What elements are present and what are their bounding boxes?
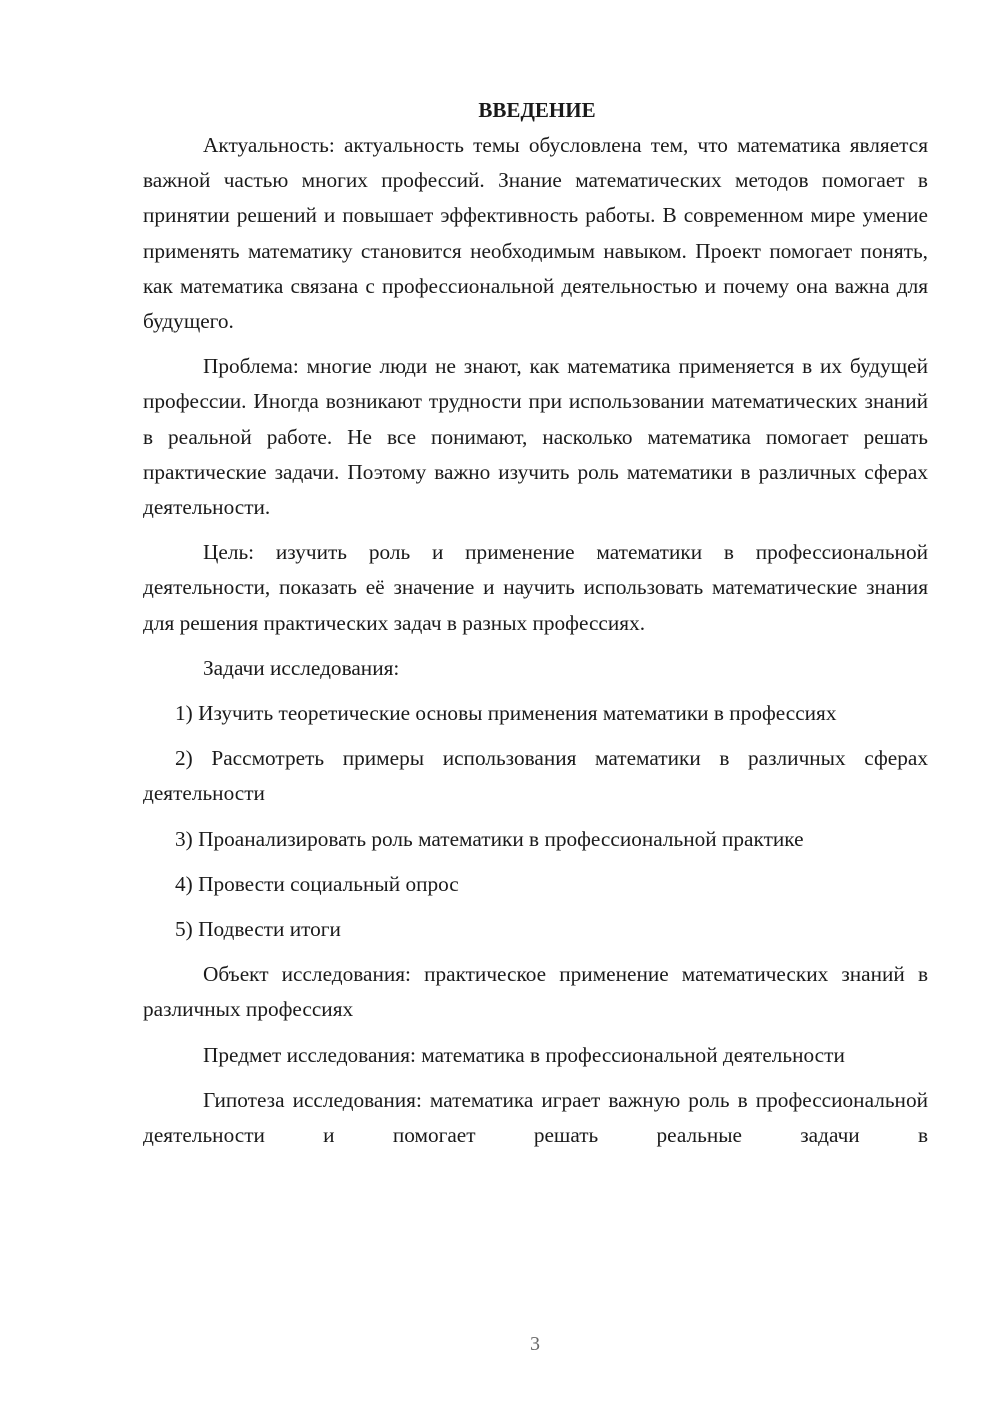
relevance-paragraph: Актуальность: актуальность темы обусловлена тем, что математика является важной частью многих профессий. Знание математических методов помогает в принятии решений и повышает эффективность работы. В современном мире умение применять математику становится необходимым навыком. Проект помогает понять, как математика связана с профессиональной деятельностью и почему она важна для будущего. — [143, 133, 928, 334]
section-title: ВВЕДЕНИЕ — [478, 98, 596, 122]
document-page — [143, 92, 928, 1163]
object-paragraph: Объект исследования: практическое применение математических знаний в различных профессиях — [143, 962, 928, 1022]
goal-paragraph: Цель: изучить роль и применение математики в профессиональной деятельности, показать её значение и научить использовать математические знания для решения практических задач в разных профессиях. — [143, 540, 928, 635]
problem-paragraph: Проблема: многие люди не знают, как математика применяется в их будущей профессии. Иногда возникают трудности при использовании математических знаний в реальной работе. Не все понимают, насколько математика помогает решать практические задачи. Поэтому важно изучить роль математики в различных сферах деятельности. — [143, 354, 928, 520]
hypothesis-paragraph: Гипотеза исследования: математика играет важную роль в профессиональной деятельности и помогает решать реальные задачи в — [143, 1087, 928, 1148]
task-item-3: 3) Проанализировать роль математики в профессиональной практике — [175, 826, 804, 851]
page-number: 3 — [530, 1333, 540, 1355]
task-item-5: 5) Подвести итоги — [175, 917, 341, 942]
subject-paragraph: Предмет исследования: математика в профессиональной деятельности — [203, 1042, 845, 1067]
task-item-4: 4) Провести социальный опрос — [175, 871, 459, 896]
task-item-2: 2) Рассмотреть примеры использования математики в различных сферах деятельности — [143, 746, 928, 806]
task-item-1: 1) Изучить теоретические основы применения математики в профессиях — [175, 701, 837, 726]
tasks-heading: Задачи исследования: — [203, 655, 400, 680]
